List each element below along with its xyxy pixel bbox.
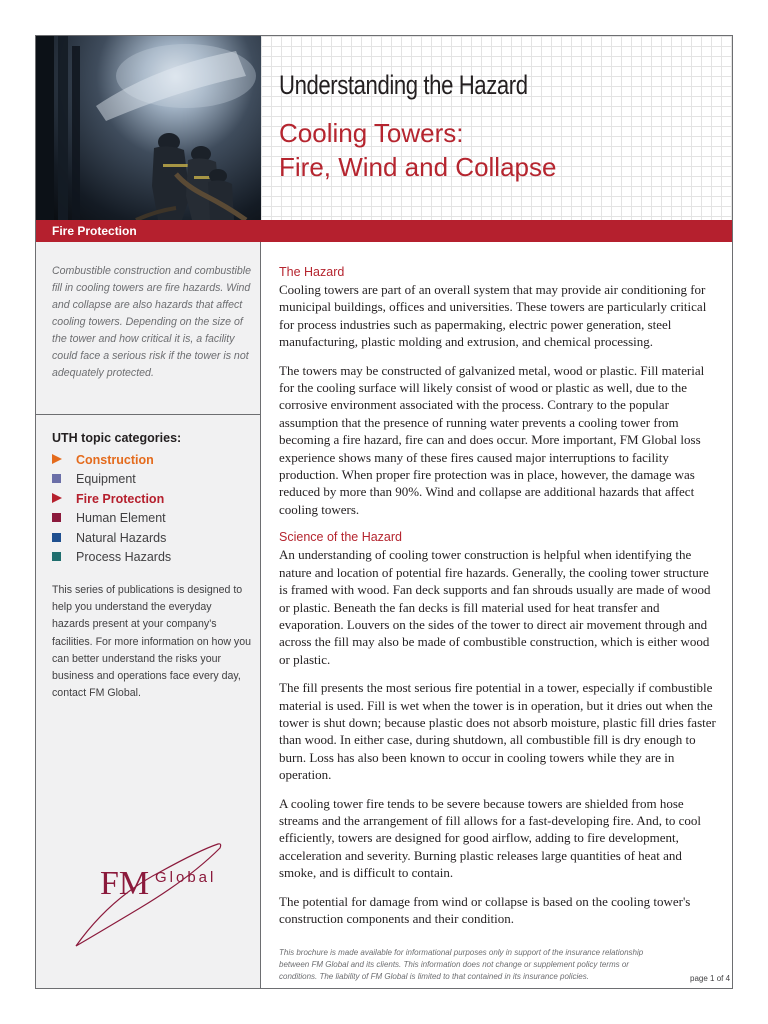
disclaimer: This brochure is made available for informational purposes only in support of the insurance relationship between FM Global and its clients. This information does not change or supplement policy terms or conditions. The liability of FM Global is limited to that contained in its insurance policies. <box>279 948 644 982</box>
section-heading-hazard: The Hazard <box>279 265 345 279</box>
category-item[interactable] <box>52 548 171 568</box>
paragraph: An understanding of cooling tower construction is helpful when identifying the nature and location of potential fire hazards. Generally, the cooling tower structure is framed with wood. Fan deck supports and fan shrouds usually are made of wood or plastic. Beneath the fan decks is fill material used for heat transfer and evaporation. Louvers on the sides of the tower to direct air movement through and across the fill may also be made of combustible construction, which is either wood or plastic. <box>279 547 711 667</box>
category-item[interactable] <box>52 528 171 548</box>
main-content <box>279 264 719 938</box>
paragraph: The fill presents the most serious fire potential in a tower, especially if combustible material is used. Fill is wet when the tower is in operation, but it dries out when the tower is shut down; because plastic does not absorb moisture, plastic fill dries faster than wood. In either case, during shutdown, all combustible fill is dry enough to burn. Loss has also been known to occur in cooling towers while they are in operation. <box>279 680 716 783</box>
categories-list <box>52 450 171 567</box>
category-item[interactable] <box>52 470 171 490</box>
document-title-line2: Fire, Wind and Collapse <box>279 152 557 182</box>
category-item[interactable] <box>52 509 171 529</box>
category-label: Fire Protection <box>76 491 165 506</box>
logo-fm-text: FM <box>100 865 150 902</box>
page-number: page 1 of 4 <box>690 974 731 983</box>
paragraph: A cooling tower fire tends to be severe because towers are shielded from hose streams and the arrangement of fill allows for a fast-developing fire. And, to cool efficiently, towers are designed for good airflow, adding to fire development, acceleration and severity. Burning plastic releases large quantities of heat and smoke, and is difficult to contain. <box>279 795 702 881</box>
firefighters-photo <box>36 36 261 220</box>
square-marker-icon <box>52 531 76 545</box>
category-label: Construction <box>76 452 154 467</box>
square-marker-icon <box>52 550 76 564</box>
category-label: Natural Hazards <box>76 530 167 545</box>
category-label: Process Hazards <box>76 550 172 565</box>
series-title: Understanding the Hazard <box>279 70 528 100</box>
category-label: Human Element <box>76 511 166 526</box>
section-heading-science: Science of the Hazard <box>279 530 402 545</box>
document-title <box>279 116 556 184</box>
arrow-marker-icon <box>52 453 76 467</box>
category-label: Equipment <box>76 472 136 487</box>
category-band-label: Fire Protection <box>52 224 137 238</box>
square-marker-icon <box>52 472 76 486</box>
fm-global-logo <box>70 838 240 950</box>
sidebar-intro: Combustible construction and combustible fill in cooling towers are fire hazards. Wind and collapse are also hazards that affect cooling towers. Depending on the size of the tower and how critical it is, a facility could face a serious risk if the tower is not adequately protected. <box>52 265 252 379</box>
paragraph: Cooling towers are part of an overall system that may provide air conditioning for municipal buildings, offices and universities. These towers are particularly critical for process industries such as papermaking, electric power generation, steel manufacturing, plastic molding and extrusion, and chemical processing. <box>279 282 707 350</box>
series-description: This series of publications is designed to help you understand the everyday hazards present at your company's facilities. For more information on how you can better understand the risks your business and operations face every day, contact FM Global. <box>52 584 252 700</box>
paragraph: The potential for damage from wind or collapse is based on the cooling tower's construction components and their condition. <box>279 893 691 926</box>
category-item[interactable] <box>52 450 171 470</box>
paragraph: The towers may be constructed of galvanized metal, wood or plastic. Fill material for the cooling surface will likely consist of wood or plastic as well, due to the corrosive environment associated with the process. Contrary to the popular assumption that the presence of running water prevents a cooling tower from becoming a fire hazard, fire can and does occur. More important, FM Global loss experience shows many of these fires caused major interruptions to facility production. When proper fire protection was in place, however, the damage was reduced by more than 90%. Wind and collapse are additional hazards that affect cooling towers. <box>279 362 705 517</box>
arrow-marker-icon <box>52 492 76 506</box>
firefighters-image <box>36 36 261 220</box>
category-band <box>36 220 732 242</box>
logo-global-text: Global <box>155 869 217 886</box>
categories-heading: UTH topic categories: <box>52 431 182 445</box>
document-title-line1: Cooling Towers: <box>279 118 464 148</box>
square-marker-icon <box>52 511 76 525</box>
sidebar-divider <box>36 414 261 415</box>
category-item[interactable] <box>52 489 171 509</box>
